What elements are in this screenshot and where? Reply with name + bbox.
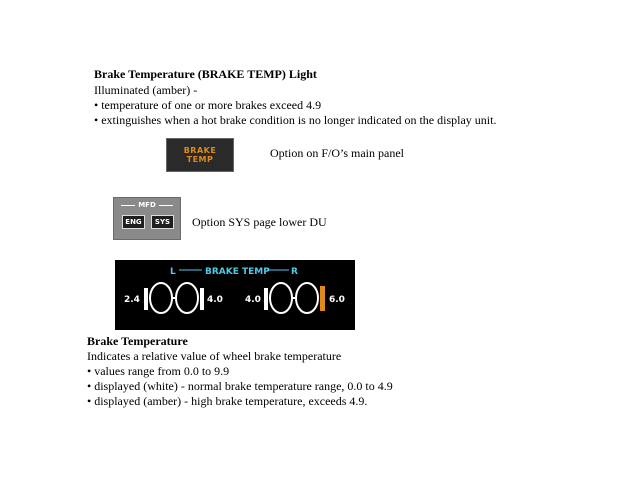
wheel4-outline xyxy=(296,283,318,313)
wheel1-outline xyxy=(150,283,172,313)
wheel4-value: 6.0 xyxy=(329,295,345,305)
brake-temp-display xyxy=(115,260,355,330)
bullet-range: • values range from 0.0 to 9.9 xyxy=(87,364,230,378)
illuminated-text: Illuminated (amber) - xyxy=(94,83,198,97)
bullet-amber: • displayed (amber) - high brake temperature, exceeds 4.9. xyxy=(87,394,368,408)
mfd-dash-left xyxy=(121,205,135,206)
mfd-caption: Option SYS page lower DU xyxy=(192,215,327,229)
display-header-right: R xyxy=(291,267,298,277)
mfd-title xyxy=(114,201,180,210)
mfd-panel xyxy=(113,197,181,240)
display-header-center: BRAKE TEMP xyxy=(205,267,270,277)
mfd-title-text: MFD xyxy=(138,201,156,209)
wheel1-bar xyxy=(144,288,148,310)
light-caption: Option on F/O’s main panel xyxy=(270,146,404,160)
wheel1-value: 2.4 xyxy=(124,295,140,305)
wheel2-bar xyxy=(200,288,204,310)
brake-light-line2: TEMP xyxy=(186,155,214,164)
sys-button[interactable]: SYS xyxy=(151,215,174,229)
wheel2-outline xyxy=(176,283,198,313)
wheel2-value: 4.0 xyxy=(207,295,223,305)
brake-temp-light xyxy=(166,138,234,172)
bullet-white: • displayed (white) - normal brake temperature range, 0.0 to 4.9 xyxy=(87,379,393,393)
bullet-extinguish: • extinguishes when a hot brake condition is no longer indicated on the display unit. xyxy=(94,113,497,127)
wheel4-bar-hot xyxy=(320,286,325,311)
eng-button[interactable]: ENG xyxy=(122,215,145,229)
footer-description: Indicates a relative value of wheel brake temperature xyxy=(87,349,342,363)
wheel3-bar xyxy=(264,288,268,310)
mfd-dash-right xyxy=(159,205,173,206)
footer-title: Brake Temperature xyxy=(87,334,188,348)
wheel3-value: 4.0 xyxy=(245,295,261,305)
brake-light-line1: BRAKE xyxy=(183,146,217,155)
display-header-left: L xyxy=(170,267,176,277)
wheel3-outline xyxy=(270,283,292,313)
section-title: Brake Temperature (BRAKE TEMP) Light xyxy=(94,67,317,81)
bullet-exceed: • temperature of one or more brakes exceed 4.9 xyxy=(94,98,322,112)
